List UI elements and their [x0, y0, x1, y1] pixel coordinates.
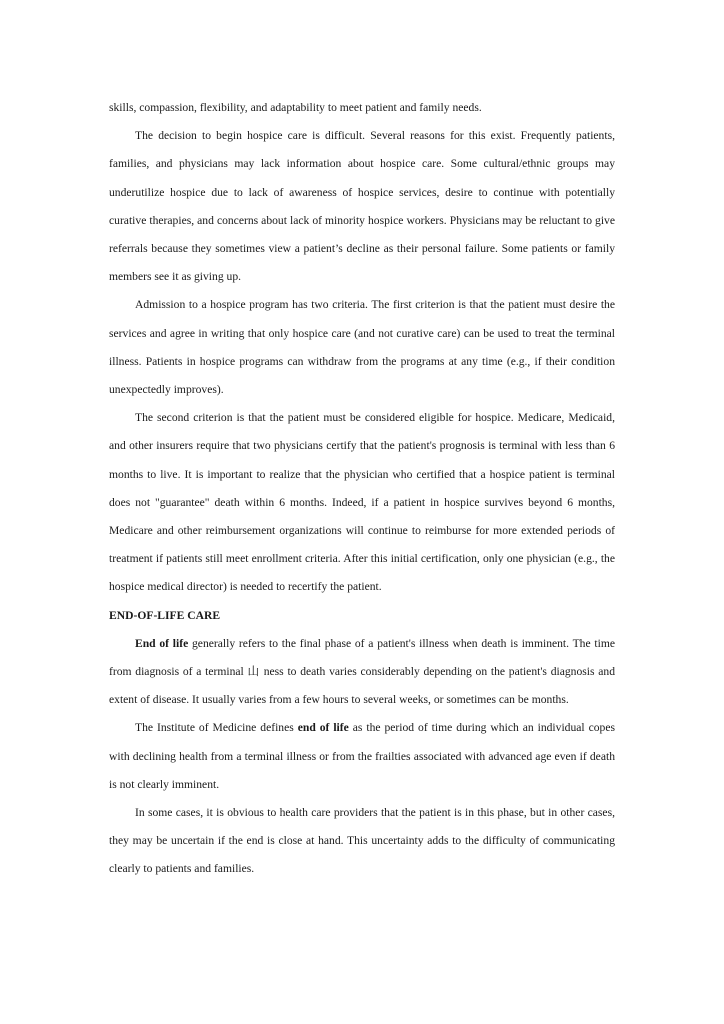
- paragraph-second-criterion: The second criterion is that the patient must be considered eligible for hospice. Medicare, Medicaid, and other insurers require that two physicians certify that the patient's prognosis is terminal with less than 6 months to live. It is important to realize that the physician who certified that a hospice patient is terminal does not "guarantee" death within 6 months. Indeed, if a patient in hospice survives beyond 6 months, Medicare and other reimbursement organizations will continue to reimburse for more extended periods of treatment if patients still meet enrollment criteria. After this initial certification, only one physician (e.g., the hospice medical director) is needed to recertify the patient.: [109, 411, 615, 594]
- paragraph-end-of-life-definition: [109, 630, 615, 715]
- paragraph-iom-start: The Institute of Medicine defines: [135, 721, 298, 735]
- paragraph-continuation: skills, compassion, flexibility, and adaptability to meet patient and family needs.: [109, 101, 482, 114]
- paragraph-hospice-decision: The decision to begin hospice care is difficult. Several reasons for this exist. Frequently patients, families, and physicians may lack information about hospice care. Some cultural/ethnic groups may underutilize hospice due to lack of awareness of hospice services, desire to continue with potentially curative therapies, and concerns about lack of minority hospice workers. Physicians may be reluctant to give referrals because they sometimes view a patient’s decline as their personal failure. Some patients or family members see it as giving up.: [109, 129, 615, 284]
- paragraph-uncertainty: In some cases, it is obvious to health care providers that the patient is in this phase, but in other cases, they may be uncertain if the end is close at hand. This uncertainty adds to the difficulty of communicating clearly to patients and families.: [109, 806, 615, 876]
- paragraph-institute-of-medicine: [109, 714, 615, 799]
- paragraph-iom-rest: as the period of time during which an individual copes with declining health from a terminal illness or from the frailties associated with advanced age even if death is not clearly imminent.: [109, 721, 615, 791]
- term-end-of-life: End of life: [135, 636, 189, 650]
- paragraph-end-of-life-text: generally refers to the final phase of a patient's illness when death is imminent. The time from diagnosis of a terminal 山 ness to death varies considerably depending on the patient's diagnosis and extent of disease. It usually varies from a few hours to several weeks, or sometimes can be months.: [109, 636, 615, 707]
- section-heading-end-of-life-care: END-OF-LIFE CARE: [109, 608, 221, 622]
- term-end-of-life-iom: end of life: [297, 721, 349, 735]
- paragraph-admission-criteria: Admission to a hospice program has two criteria. The first criterion is that the patient must desire the services and agree in writing that only hospice care (and not curative care) can be used to treat the terminal illness. Patients in hospice programs can withdraw from the programs at any time (e.g., if their condition unexpectedly improves).: [109, 298, 615, 397]
- document-body: [109, 94, 615, 884]
